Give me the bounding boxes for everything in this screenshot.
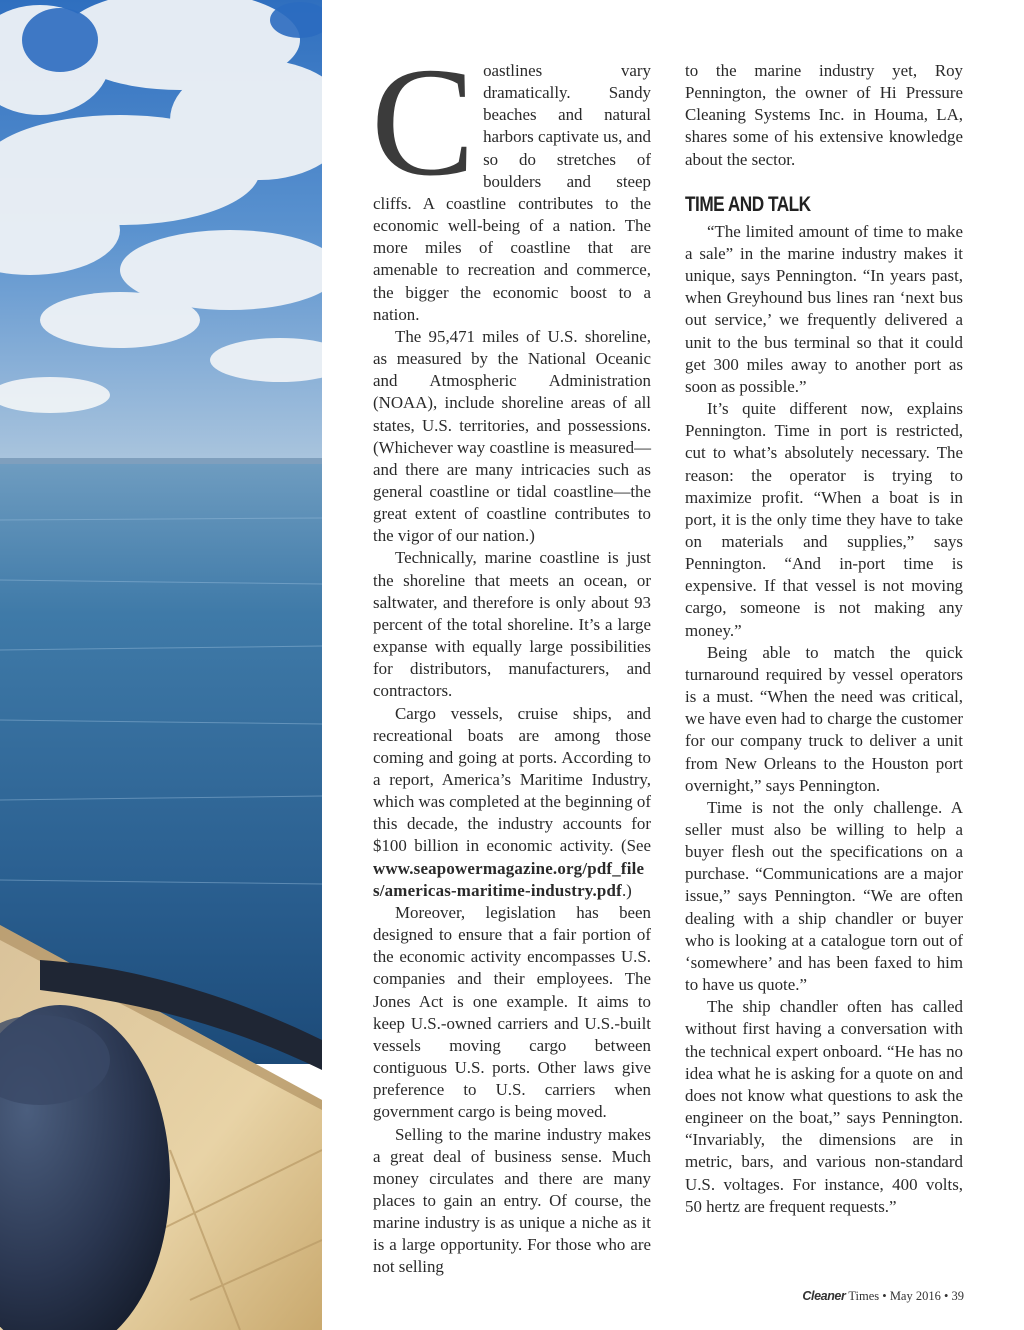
- article-paragraph: to the marine industry yet, Roy Pennington, the owner of Hi Pressure Cleaning Systems Inc. in Houma, LA, shares some of his extensive knowledge about the sector.: [685, 61, 963, 169]
- magazine-name-a: Cleaner: [802, 1289, 846, 1303]
- seascape-photo-icon: [0, 0, 322, 1330]
- issue-date: May 2016: [889, 1289, 941, 1303]
- article-paragraph: Cargo vessels, cruise ships, and recreational boats are among those coming and going at ports. According to a report, America’s Maritime Industry, which was completed at the beginning of this decade, the industry accounts for $100 billion in economic activity. (See www.seapowermagazine.org/pdf_files/americas-maritime-industry.pdf.): [373, 703, 651, 900]
- article-column-left: [371, 35, 651, 1279]
- article-paragraph: Selling to the marine industry makes a great deal of business sense. Much money circulates and there are many places to gain an entry. Of course, the marine industry is as unique a niche as it is a large opportunity. For those who are not selling: [373, 1124, 651, 1277]
- folio-separator: •: [882, 1289, 887, 1303]
- seascape-photo: [0, 0, 322, 1330]
- article-paragraph: Moreover, legislation has been designed to ensure that a fair portion of the economic activity encompasses U.S. companies and their employees. The Jones Act is one example. It aims to keep U.S.-owned carriers and U.S.-built vessels moving cargo between contiguous U.S. ports. Other laws give preference to U.S. carriers when government cargo is being moved.: [373, 902, 651, 1122]
- article-paragraph: The 95,471 miles of U.S. shoreline, as measured by the National Oceanic and Atmospheric Administration (NOAA), include shoreline areas of all states, U.S. territories, and possessions. (Whichever way coastline is measured—and there are many intricacies such as general coastline or tidal coastline—the great extent of coastline contributes to the vigor of our nation.): [373, 326, 651, 546]
- article-column-right: [685, 60, 963, 1218]
- magazine-name-b: Times: [848, 1289, 880, 1303]
- page-number: 39: [951, 1289, 964, 1303]
- article-paragraph: Being able to match the quick turnaround required by vessel operators is a must. “When the need was critical, we have even had to charge the customer for our company truck to deliver a unit from New Orleans to the Houston port overnight,” says Pennington.: [685, 642, 963, 795]
- page-folio: [802, 1289, 964, 1304]
- report-url-link[interactable]: www.seapowermagazine.org/pdf_files/americas-maritime-industry.pdf: [373, 858, 645, 900]
- subhead: TIME AND TALK: [685, 192, 811, 216]
- drop-cap: C: [371, 35, 476, 208]
- article-paragraph: Technically, marine coastline is just the shoreline that meets an ocean, or saltwater, and therefore is only about 93 percent of the total shoreline. It’s a large expanse with equally large possibilities for distributors, manufacturers, and contractors.: [373, 548, 651, 701]
- folio-separator: •: [943, 1289, 949, 1303]
- article-paragraph: The ship chandler often has called without first having a conversation with the technical expert onboard. “He has no idea what he is asking for a quote on and does not know what questions to ask the engineer on the boat,” says Pennington. “Invariably, the dimensions are in metric, bars, and various non-standard U.S. voltages. For instance, 400 volts, 50 hertz are frequent requests.”: [685, 997, 963, 1216]
- article-paragraph: It’s quite different now, explains Pennington. Time in port is restricted, cut to what’s absolutely necessary. The reason: the operator is trying to maximize profit. “When a boat is in port, it is the only time they have to take on materials and supplies,” says Pennington. “And in-port time is expensive. If that vessel is not moving cargo, someone is not making any money.”: [685, 399, 963, 640]
- article-paragraph: Time is not the only challenge. A seller must also be willing to help a buyer flesh out the specifications on a purchase. “Communications are a major issue,” says Pennington. “We are often dealing with a ship chandler or buyer who is looking at a catalogue torn out of ‘somewhere’ and has been faxed to him to have us quote.”: [685, 797, 963, 995]
- article-paragraph: “The limited amount of time to make a sale” in the marine industry makes it unique, says Pennington. “In years past, when Greyhound bus lines ran ‘next bus out service,’ we frequently delivered a unit to the bus terminal so that it could get 300 miles away to another port as soon as possible.”: [685, 221, 963, 396]
- article-paragraph: Coastlines vary dramatically. Sandy beaches and natural harbors captivate us, and so do stretches of boulders and steep cliffs. A coastline contributes to the economic well-being of a nation. The more miles of coastline that are amenable to recreation and commerce, the bigger the economic boost to a nation.: [371, 35, 651, 324]
